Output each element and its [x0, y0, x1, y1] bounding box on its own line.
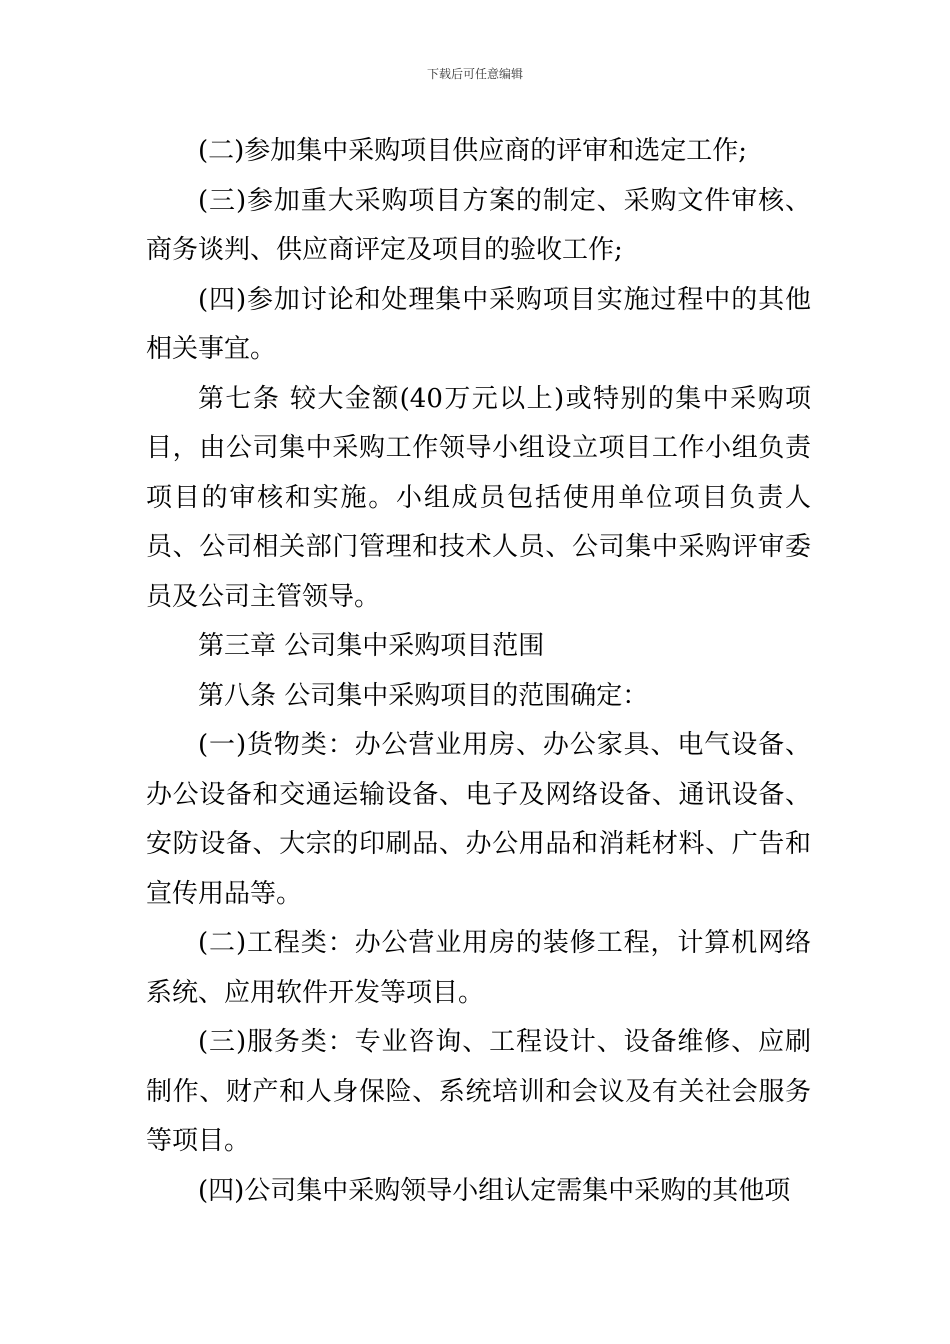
paragraph-goods-category: (一)货物类：办公营业用房、办公家具、电气设备、办公设备和交通运输设备、电子及网络设备、通讯设备、安防设备、大宗的印刷品、办公用品和消耗材料、广告和宣传用品等。 [146, 730, 811, 909]
paragraph-other-items: (四)公司集中采购领导小组认定需集中采购的其他项 [198, 1175, 791, 1206]
paragraph-services-category: (三)服务类：专业咨询、工程设计、设备维修、应刷制作、财产和人身保险、系统培训和会议及有关社会服务等项目。 [146, 1027, 811, 1156]
paragraph-article-7: 第七条 较大金额(40万元以上)或特别的集中采购项目，由公司集中采购工作领导小组设立项目工作小组负责项目的审核和实施。小组成员包括使用单位项目负责人员、公司相关部门管理和技术人员、公司集中采购评审委员及公司主管领导。 [146, 383, 811, 612]
paragraph-item-2-review: (二)参加集中采购项目供应商的评审和选定工作; [198, 136, 748, 166]
page-header: 下载后可任意编辑 [426, 67, 523, 81]
paragraph-item-3-major-projects: (三)参加重大采购项目方案的制定、采购文件审核、商务谈判、供应商评定及项目的验收工作; [146, 185, 811, 265]
paragraph-item-4-other-matters: (四)参加讨论和处理集中采购项目实施过程中的其他相关事宜。 [146, 284, 811, 364]
chapter-3-heading: 第三章 公司集中采购项目范围 [198, 631, 545, 661]
paragraph-article-8: 第八条 公司集中采购项目的范围确定： [198, 680, 649, 711]
document-body [146, 127, 811, 1216]
paragraph-engineering-category: (二)工程类：办公营业用房的装修工程，计算机网络系统、应用软件开发等项目。 [146, 928, 811, 1008]
